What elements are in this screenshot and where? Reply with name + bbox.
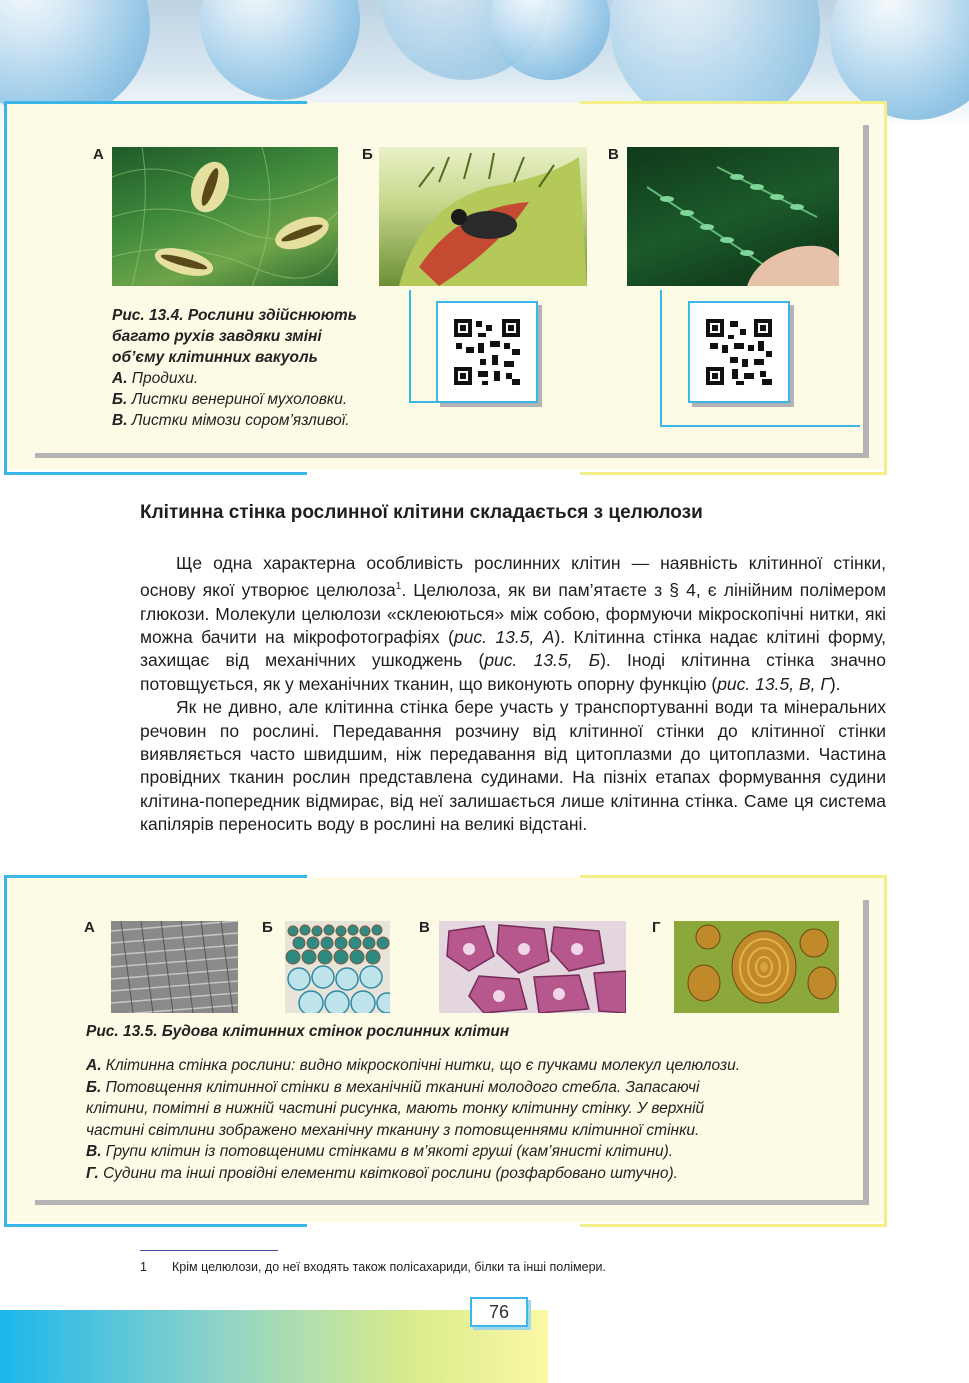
caption-title-line: об’єму клітинних вакуоль [112,349,318,366]
caption-item: А. Продихи. [112,370,199,387]
footnote-ref[interactable]: 1 [395,581,402,593]
footer-band [0,1310,548,1383]
figure-13-4-caption [112,305,402,431]
cellulose-fibers-photo [111,921,238,1013]
qr-code-b[interactable] [436,301,538,403]
body-text [140,552,886,837]
qr-decoration [409,290,411,401]
label-v: В [419,919,430,936]
caption-title-line: багато рухів завдяки зміні [112,328,322,345]
label-b: Б [262,919,273,936]
paragraph: Як не дивно, але клітинна стінка бере участь у транспортуванні води та мінеральних речовин по рослині. Передавання розчину від клітинної стінки до клітинної стінки виявляється часто швидшим, ніж передавання від цитоплазми до цитоплазми. Частина провідних тканин рослин представлена судинами. На пізніх етапах формування судини клітина-попередник відмирає, від неї залишається лише клітинна стінка. Саме ця система капілярів переносить воду в рослині на великі відстані. [140,697,886,835]
qr-decoration [409,401,437,403]
caption-item: частині світлини зображено механічну тканину з потовщеннями клітинної стінки. [86,1121,700,1139]
label-a: А [93,146,104,163]
caption-item: В. Листки мімози сором’язливої. [112,412,350,429]
figure-13-5-caption [86,1055,876,1184]
vessels-photo [674,921,839,1013]
section-title: Клітинна стінка рослинної клітини складається з целюлози [140,502,703,523]
venus-flytrap-photo [379,147,587,286]
stone-cells-photo [439,921,626,1013]
qr-decoration [660,425,860,427]
qr-code-v[interactable] [688,301,790,403]
page-number: 76 [470,1297,528,1327]
caption-title-line: Рис. 13.4. Рослини здійснюють [112,307,357,324]
label-g: Г [652,919,661,936]
caption-item: А. Клітинна стінка рослини: видно мікроскопічні нитки, що є пучками молекул целюлози. [86,1057,741,1074]
caption-item: клітини, помітні в нижній частині рисунка, мають тонку клітинну стінку. У верхній [86,1100,705,1117]
footnote-text: Крім целюлози, до неї входять також полісахариди, білки та інші полімери. [172,1260,606,1274]
label-a: А [84,919,95,936]
footnote-number: 1 [140,1260,147,1274]
label-b: Б [362,146,373,163]
mimosa-photo [627,147,839,286]
caption-item: Б. Листки венериної мухоловки. [112,391,348,408]
footnote [140,1260,606,1274]
label-v: В [608,146,619,163]
figure-13-5-caption-title: Рис. 13.5. Будова клітинних стінок рослинних клітин [86,1023,510,1040]
paragraph: Ще одна характерна особливість рослинних клітин — наявність клітинної стінки, основу якої утворює целюлоза$^1$. Целюлоза, як ви пам’ятаєте з § 4, є лінійним полімером глюкози. Молекули целюлози «склеюються» між собою, формуючи мікроскопічні нитки, які можна бачити на мікрофотографіях (рис. 13.5, А). Клітинна стінка надає клітині форму, захищає від механічних ушкоджень (рис. 13.5, Б). Іноді клітинна стінка значно потовщується, як у механічних тканин, що виконують опорну функцію (рис. 13.5, В, Г). [140,553,887,694]
stomata-photo [112,147,338,286]
caption-item: Б. Потовщення клітинної стінки в механічній тканині молодого стебла. Запасаючі [86,1078,700,1096]
stem-tissue-photo [285,921,390,1013]
qr-decoration [660,290,662,425]
footnote-rule [140,1250,278,1251]
caption-item: В. Групи клітин із потовщеними стінками в м’якоті груші (кам’янисті клітини). [86,1143,674,1160]
caption-item: Г. Судини та інші провідні елементи квіткової рослини (розфарбовано штучно). [86,1164,678,1182]
